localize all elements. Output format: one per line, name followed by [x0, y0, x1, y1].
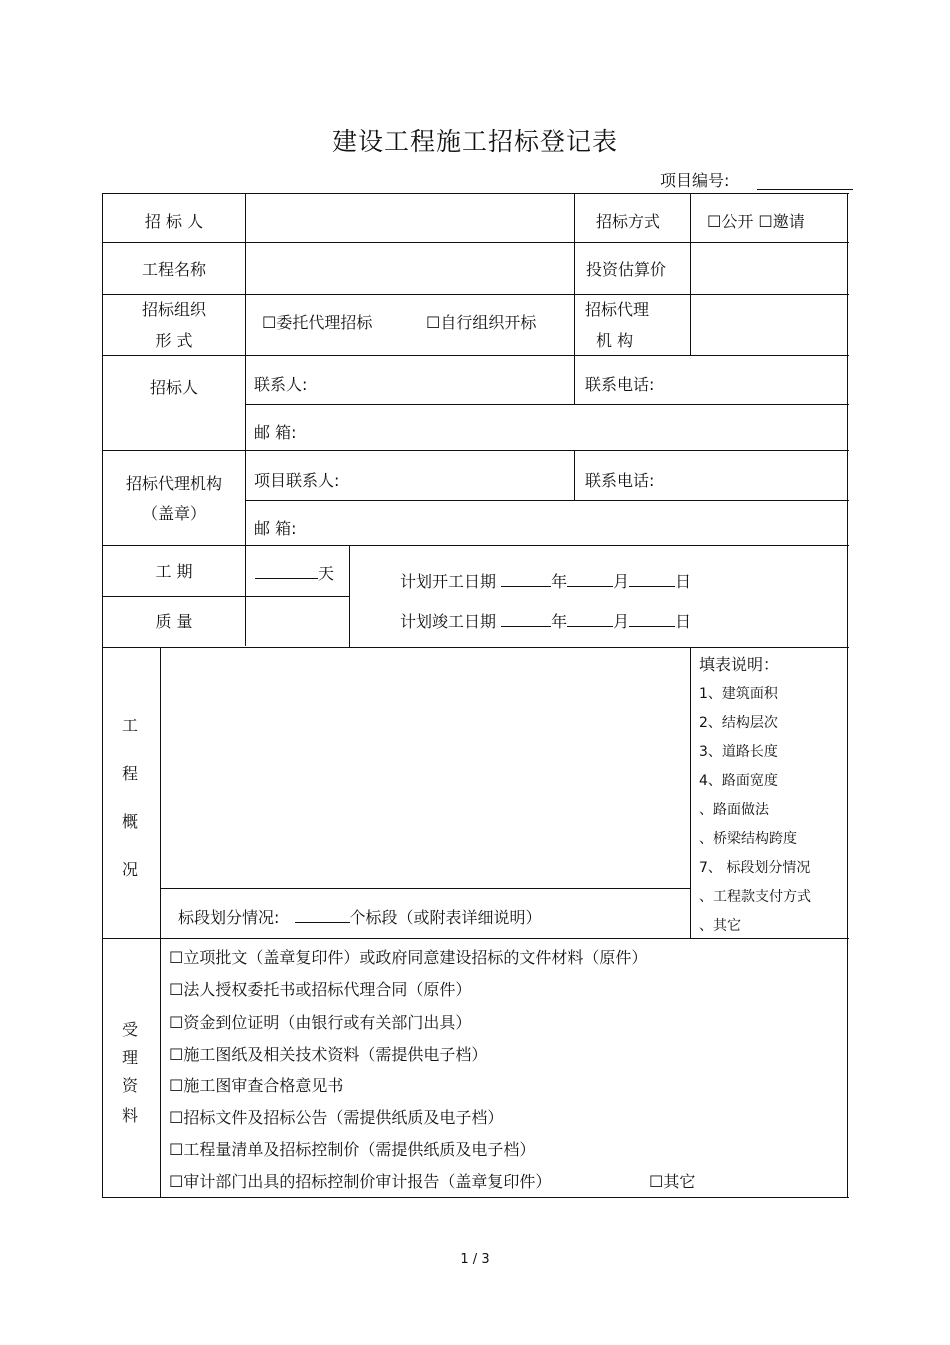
tender-method-label: 招标方式: [596, 212, 661, 231]
tenderer-phone: 联系电话:: [585, 375, 655, 394]
option-entrust-agency[interactable]: ☐委托代理招标: [262, 313, 373, 332]
project-number-label: 项目编号:: [660, 171, 730, 190]
overview-label-char: 概: [121, 812, 138, 831]
material-checkbox-item[interactable]: ☐施工图审查合格意见书: [169, 1076, 344, 1095]
agency-project-contact: 项目联系人:: [254, 471, 340, 490]
construction-period-field[interactable]: 天: [255, 562, 334, 584]
planned-start-date[interactable]: 计划开工日期 年 月 日: [400, 572, 692, 591]
option-self-organized[interactable]: ☐自行组织开标: [426, 313, 537, 332]
tenderer-contact-person: 联系人:: [254, 375, 308, 394]
section-division-field[interactable]: 标段划分情况: 个标段（或附表详细说明）: [178, 908, 542, 927]
material-checkbox-item[interactable]: ☐招标文件及招标公告（需提供纸质及电子档）: [169, 1108, 504, 1127]
org-form-label-line1: 招标组织: [141, 300, 206, 319]
note-item: 2、结构层次: [699, 715, 778, 731]
overview-label-char: 况: [121, 860, 138, 879]
material-checkbox-item[interactable]: ☐立项批文（盖章复印件）或政府同意建设招标的文件材料（原件）: [169, 948, 648, 967]
page-number: 1 / 3: [460, 1252, 490, 1267]
material-checkbox-item[interactable]: ☐审计部门出具的招标控制价审计报告（盖章复印件）: [169, 1172, 552, 1191]
note-item: 、其它: [699, 918, 741, 934]
tender-method-options[interactable]: ☐公开 ☐邀请: [707, 212, 805, 231]
agency-contact-label-line2: （盖章）: [141, 504, 206, 523]
material-checkbox-item[interactable]: ☐施工图纸及相关技术资料（需提供电子档）: [169, 1045, 488, 1064]
agency-email: 邮 箱:: [254, 519, 297, 538]
material-checkbox-item[interactable]: ☐法人授权委托书或招标代理合同（原件）: [169, 980, 472, 999]
overview-label-char: 程: [121, 764, 138, 783]
tenderer-contact-label: 招标人: [149, 378, 198, 397]
materials-label-char: 料: [121, 1106, 138, 1125]
page-title: 建设工程施工招标登记表: [331, 127, 618, 156]
materials-label-char: 受: [121, 1020, 138, 1039]
construction-period-label: 工 期: [155, 562, 193, 581]
overview-text-area[interactable]: [163, 650, 688, 886]
project-number-field[interactable]: [757, 189, 853, 190]
notes-title: 填表说明：: [699, 655, 780, 674]
org-form-label-line2: 形 式: [155, 331, 193, 350]
materials-label-char: 理: [121, 1048, 138, 1067]
agency-label-line2: 机 构: [596, 331, 634, 350]
note-item: 、路面做法: [699, 802, 769, 818]
note-item: 、工程款支付方式: [699, 889, 811, 905]
materials-label-char: 资: [121, 1076, 138, 1095]
overview-label-char: 工: [121, 716, 138, 735]
quality-label: 质 量: [155, 612, 193, 631]
planned-completion-date[interactable]: 计划竣工日期 年 月 日: [400, 612, 692, 631]
note-item: 1、建筑面积: [699, 686, 778, 702]
tenderer-label: 招 标 人: [144, 212, 204, 231]
project-name-label: 工程名称: [141, 260, 206, 279]
note-item: 7、 标段划分情况: [699, 860, 811, 876]
material-other-checkbox[interactable]: ☐其它: [649, 1172, 696, 1191]
agency-phone: 联系电话:: [585, 471, 655, 490]
note-item: 4、路面宽度: [699, 773, 778, 789]
note-item: 3、道路长度: [699, 744, 778, 760]
tenderer-email: 邮 箱:: [254, 423, 297, 442]
agency-contact-label-line1: 招标代理机构: [125, 474, 222, 493]
agency-label-line1: 招标代理: [585, 300, 650, 319]
note-item: 、桥梁结构跨度: [699, 831, 797, 847]
material-checkbox-item[interactable]: ☐资金到位证明（由银行或有关部门出具）: [169, 1013, 472, 1032]
investment-estimate-label: 投资估算价: [586, 260, 667, 279]
material-checkbox-item[interactable]: ☐工程量清单及招标控制价（需提供纸质及电子档）: [169, 1140, 536, 1159]
